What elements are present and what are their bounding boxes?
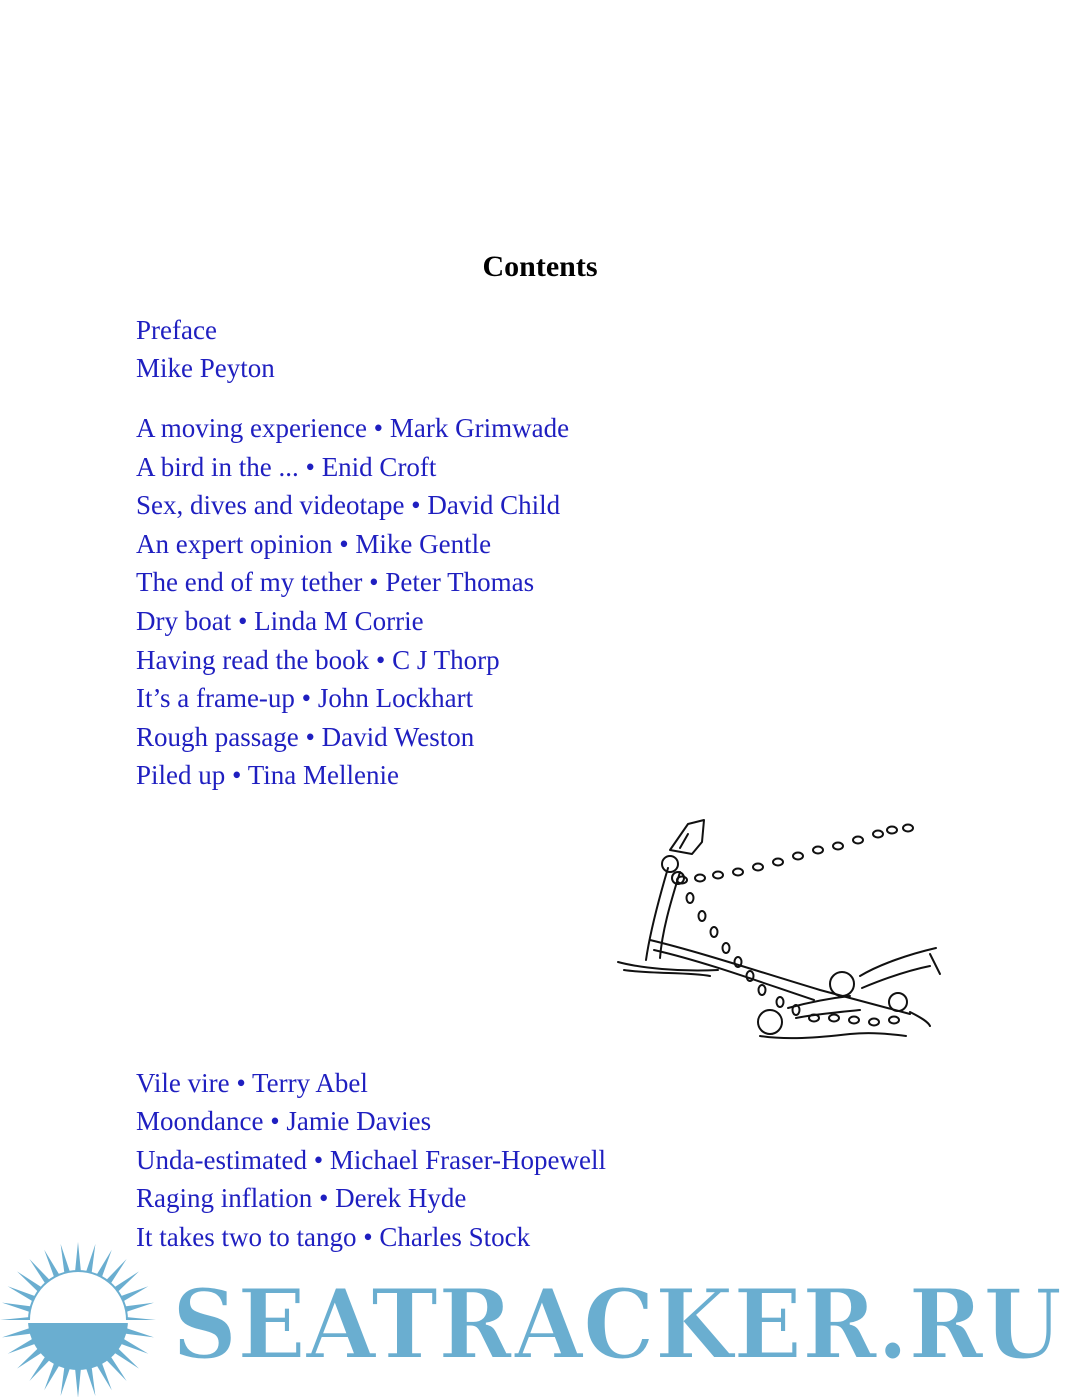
toc-link[interactable]: It’s a frame-up • John Lockhart [136,683,474,714]
toc-link[interactable]: Vile vire • Terry Abel [136,1068,368,1098]
sun-ray [96,1362,112,1390]
toc-main-list [136,409,569,795]
toc-preface-list [136,311,275,387]
sun-ray [2,1328,32,1338]
toc-link[interactable]: A bird in the ... • Enid Croft [136,451,437,482]
toc-link[interactable]: Piled up • Tina Mellenie [136,760,399,791]
toc-link[interactable]: Dry boat • Linda M Corrie [136,605,424,636]
toc-link[interactable]: Unda-estimated • Michael Fraser-Hopewell [136,1144,606,1175]
toc-link[interactable]: A moving experience • Mark Grimwade [136,413,570,443]
toc-link[interactable]: Rough passage • David Weston [136,721,475,752]
sun-ray [44,1362,60,1390]
sun-ray [61,1244,71,1274]
sun-ray [61,1366,71,1396]
watermark [0,1236,1080,1397]
anchor-chain-drawing-icon [610,812,950,1048]
sun-ray [86,1366,96,1396]
page-title: Contents [482,250,598,283]
sun-ray [124,1328,154,1338]
toc-link[interactable]: The end of my tether • Peter Thomas [136,567,535,598]
sun-icon [0,1242,160,1397]
sun-ray [8,1338,36,1354]
sun-ray [2,1303,32,1313]
toc-link[interactable]: Moondance • Jamie Davies [136,1106,432,1137]
toc-link-preface[interactable]: Preface [136,315,217,345]
toc-link[interactable]: Sex, dives and videotape • David Child [136,490,561,521]
sun-ray [124,1303,154,1313]
sun-ray [75,1242,81,1272]
sun-ray [96,1250,112,1278]
watermark-text: SEATRACKER.RU [172,1268,1062,1381]
toc-late-list [136,1064,606,1256]
sun-ray [86,1244,96,1274]
toc-link[interactable]: An expert opinion • Mike Gentle [136,528,492,559]
toc-link-preface-author[interactable]: Mike Peyton [136,353,275,383]
toc-link[interactable]: Having read the book • C J Thorp [136,644,500,675]
sun-ray [44,1250,60,1278]
sun-ray [8,1286,36,1302]
sun-ray [75,1368,81,1397]
sun-ray [120,1286,148,1302]
sun-ray [120,1338,148,1354]
toc-link[interactable]: It takes two to tango • Charles Stock [136,1221,531,1252]
toc-link[interactable]: Raging inflation • Derek Hyde [136,1183,467,1214]
